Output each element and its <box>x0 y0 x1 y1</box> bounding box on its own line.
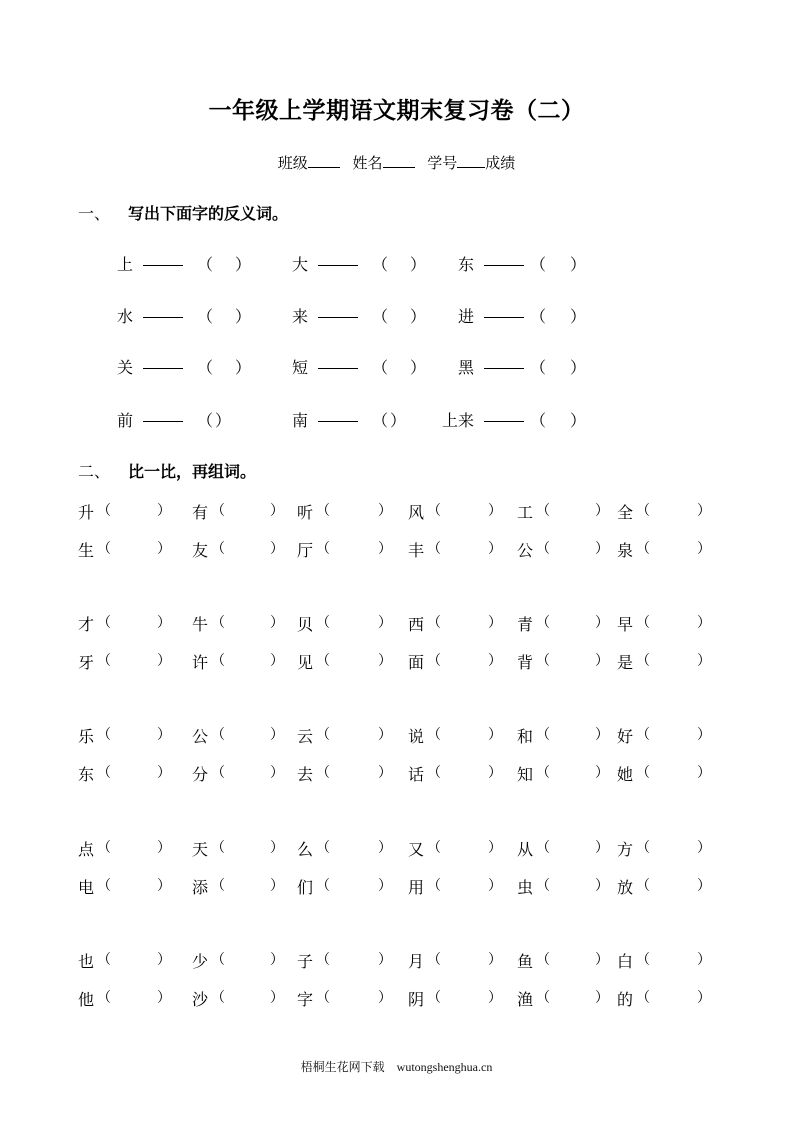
blank-close-paren: ） <box>595 615 609 631</box>
compare-char: 方 <box>617 840 634 859</box>
score-label: 成绩 <box>485 154 516 172</box>
blank-close-paren: ） <box>378 990 392 1006</box>
antonym-item <box>458 304 534 327</box>
id-label: 学号 <box>427 154 458 172</box>
antonym-char: 大 <box>292 255 309 274</box>
class-label: 班级 <box>277 154 308 172</box>
blank-open-paren: （ <box>97 765 111 781</box>
blank-close-paren: ） <box>595 840 609 856</box>
blank-close-paren: ） <box>270 541 284 557</box>
compare-char: 知 <box>517 765 534 784</box>
footer-url: wutongshenghua.cn <box>396 1060 493 1074</box>
blank-close-paren: ） <box>270 990 284 1006</box>
blank-close-paren: ） <box>378 952 392 968</box>
blank-open-paren: （ <box>536 727 550 743</box>
compare-char: 的 <box>617 990 634 1009</box>
compare-char: 又 <box>408 840 425 859</box>
student-info-line <box>0 152 793 173</box>
blank-close-paren: ） <box>270 503 284 519</box>
blank-open-paren: （ <box>636 840 650 856</box>
compare-char: 风 <box>408 503 425 522</box>
compare-char: 字 <box>297 990 314 1009</box>
compare-char: 公 <box>517 541 534 560</box>
antonym-char: 南 <box>292 411 309 430</box>
section1-title: 写出下面字的反义词。 <box>128 204 289 223</box>
answer-open-paren: （ <box>530 358 547 377</box>
blank-close-paren: ） <box>697 541 711 557</box>
compare-char: 乐 <box>78 727 95 746</box>
blank-open-paren: （ <box>97 653 111 669</box>
dash-line <box>484 317 524 318</box>
compare-char: 子 <box>297 952 314 971</box>
blank-close-paren: ） <box>595 653 609 669</box>
compare-char: 友 <box>192 541 209 560</box>
name-blank <box>383 153 415 168</box>
answer-close-paren: ） <box>235 358 252 377</box>
section1-heading <box>78 201 288 224</box>
antonym-item <box>117 304 193 327</box>
blank-open-paren: （ <box>636 653 650 669</box>
blank-open-paren: （ <box>636 878 650 894</box>
blank-open-paren: （ <box>211 503 225 519</box>
antonym-char: 进 <box>458 307 475 326</box>
blank-open-paren: （ <box>97 952 111 968</box>
section2-heading <box>78 459 256 482</box>
compare-char: 才 <box>78 615 95 634</box>
compare-char: 生 <box>78 541 95 560</box>
section2-number: 二、 <box>78 462 111 481</box>
compare-char: 点 <box>78 840 95 859</box>
blank-open-paren: （ <box>636 765 650 781</box>
blank-close-paren: ） <box>270 765 284 781</box>
blank-open-paren: （ <box>211 840 225 856</box>
answer-open-paren: （ <box>197 307 214 326</box>
id-blank <box>457 153 485 168</box>
compare-char: 从 <box>517 840 534 859</box>
page-title: 一年级上学期语文期末复习卷（二） <box>208 98 585 124</box>
blank-open-paren: （ <box>536 878 550 894</box>
blank-open-paren: （ <box>427 615 441 631</box>
compare-char: 许 <box>192 653 209 672</box>
compare-char: 鱼 <box>517 952 534 971</box>
blank-close-paren: ） <box>157 653 171 669</box>
antonym-char: 黑 <box>458 358 475 377</box>
blank-open-paren: （ <box>536 990 550 1006</box>
compare-char: 全 <box>617 503 634 522</box>
answer-close-paren: ） <box>410 358 427 377</box>
antonym-item <box>292 408 368 431</box>
compare-char: 渔 <box>517 990 534 1009</box>
blank-close-paren: ） <box>157 840 171 856</box>
blank-open-paren: （ <box>97 990 111 1006</box>
blank-close-paren: ） <box>157 878 171 894</box>
blank-open-paren: （ <box>211 990 225 1006</box>
blank-close-paren: ） <box>697 840 711 856</box>
compare-char: 好 <box>617 727 634 746</box>
blank-close-paren: ） <box>595 765 609 781</box>
compare-char: 话 <box>408 765 425 784</box>
blank-close-paren: ） <box>270 878 284 894</box>
answer-open-paren: （ <box>372 358 389 377</box>
dash-line <box>143 421 183 422</box>
answer-open-paren: （ <box>530 307 547 326</box>
blank-close-paren: ） <box>378 878 392 894</box>
blank-open-paren: （ <box>427 990 441 1006</box>
blank-open-paren: （ <box>316 503 330 519</box>
compare-char: 白 <box>617 952 634 971</box>
antonym-char: 关 <box>117 358 134 377</box>
compare-char: 丰 <box>408 541 425 560</box>
antonym-char: 东 <box>458 255 475 274</box>
blank-open-paren: （ <box>211 727 225 743</box>
antonym-item <box>117 252 193 275</box>
answer-close-paren: ） <box>570 307 587 326</box>
answer-open-paren: （ <box>197 411 214 430</box>
blank-open-paren: （ <box>211 765 225 781</box>
blank-close-paren: ） <box>488 952 502 968</box>
answer-close-paren: ） <box>235 307 252 326</box>
blank-close-paren: ） <box>488 615 502 631</box>
blank-close-paren: ） <box>378 653 392 669</box>
dash-line <box>318 421 358 422</box>
blank-open-paren: （ <box>316 653 330 669</box>
blank-open-paren: （ <box>316 840 330 856</box>
compare-char: 说 <box>408 727 425 746</box>
blank-close-paren: ） <box>697 952 711 968</box>
answer-open-paren: （ <box>197 358 214 377</box>
compare-char: 阴 <box>408 990 425 1009</box>
compare-char: 青 <box>517 615 534 634</box>
compare-char: 厅 <box>297 541 314 560</box>
blank-close-paren: ） <box>270 615 284 631</box>
blank-close-paren: ） <box>270 653 284 669</box>
compare-char: 面 <box>408 653 425 672</box>
blank-close-paren: ） <box>488 541 502 557</box>
compare-char: 沙 <box>192 990 209 1009</box>
blank-open-paren: （ <box>316 990 330 1006</box>
compare-char: 云 <box>297 727 314 746</box>
compare-char: 分 <box>192 765 209 784</box>
blank-close-paren: ） <box>157 541 171 557</box>
blank-open-paren: （ <box>536 615 550 631</box>
blank-open-paren: （ <box>316 541 330 557</box>
compare-char: 公 <box>192 727 209 746</box>
blank-open-paren: （ <box>316 615 330 631</box>
blank-open-paren: （ <box>536 653 550 669</box>
blank-close-paren: ） <box>595 503 609 519</box>
antonym-item <box>458 355 534 378</box>
blank-close-paren: ） <box>595 952 609 968</box>
answer-open-paren: （ <box>372 411 389 430</box>
blank-open-paren: （ <box>97 503 111 519</box>
blank-close-paren: ） <box>378 503 392 519</box>
blank-close-paren: ） <box>697 990 711 1006</box>
dash-line <box>318 317 358 318</box>
dash-line <box>484 421 524 422</box>
antonym-item <box>117 355 193 378</box>
compare-char: 月 <box>408 952 425 971</box>
antonym-item <box>458 252 534 275</box>
blank-open-paren: （ <box>536 541 550 557</box>
compare-char: 早 <box>617 615 634 634</box>
compare-char: 和 <box>517 727 534 746</box>
dash-line <box>318 265 358 266</box>
answer-close-paren: ） <box>410 255 427 274</box>
compare-char: 升 <box>78 503 95 522</box>
blank-close-paren: ） <box>697 727 711 743</box>
blank-open-paren: （ <box>97 878 111 894</box>
compare-char: 添 <box>192 878 209 897</box>
blank-open-paren: （ <box>427 503 441 519</box>
compare-char: 工 <box>517 503 534 522</box>
blank-close-paren: ） <box>488 727 502 743</box>
blank-close-paren: ） <box>378 765 392 781</box>
blank-open-paren: （ <box>97 615 111 631</box>
blank-close-paren: ） <box>157 727 171 743</box>
compare-char: 见 <box>297 653 314 672</box>
dash-line <box>318 368 358 369</box>
compare-char: 虫 <box>517 878 534 897</box>
antonym-char: 前 <box>117 411 134 430</box>
blank-open-paren: （ <box>316 952 330 968</box>
compare-char: 她 <box>617 765 634 784</box>
blank-open-paren: （ <box>636 990 650 1006</box>
blank-close-paren: ） <box>697 765 711 781</box>
blank-close-paren: ） <box>378 615 392 631</box>
antonym-char: 上来 <box>442 411 475 430</box>
blank-close-paren: ） <box>378 541 392 557</box>
antonym-item <box>292 355 368 378</box>
compare-char: 用 <box>408 878 425 897</box>
blank-close-paren: ） <box>697 503 711 519</box>
blank-open-paren: （ <box>211 615 225 631</box>
blank-open-paren: （ <box>636 727 650 743</box>
compare-char: 有 <box>192 503 209 522</box>
blank-close-paren: ） <box>157 765 171 781</box>
blank-open-paren: （ <box>536 765 550 781</box>
antonym-item <box>292 304 368 327</box>
answer-open-paren: （ <box>372 307 389 326</box>
compare-char: 天 <box>192 840 209 859</box>
blank-close-paren: ） <box>157 503 171 519</box>
blank-open-paren: （ <box>211 878 225 894</box>
blank-close-paren: ） <box>488 653 502 669</box>
antonym-char: 来 <box>292 307 309 326</box>
dash-line <box>143 317 183 318</box>
dash-line <box>484 368 524 369</box>
antonym-char: 短 <box>292 358 309 377</box>
compare-char: 他 <box>78 990 95 1009</box>
blank-close-paren: ） <box>157 952 171 968</box>
blank-open-paren: （ <box>427 952 441 968</box>
blank-open-paren: （ <box>316 727 330 743</box>
compare-char: 少 <box>192 952 209 971</box>
section2-title: 比一比，再组词。 <box>128 462 257 481</box>
answer-open-paren: （ <box>197 255 214 274</box>
blank-close-paren: ） <box>378 840 392 856</box>
blank-close-paren: ） <box>488 503 502 519</box>
compare-char: 们 <box>297 878 314 897</box>
antonym-char: 上 <box>117 255 134 274</box>
footer <box>0 1058 793 1075</box>
blank-close-paren: ） <box>595 878 609 894</box>
antonym-char: 水 <box>117 307 134 326</box>
blank-open-paren: （ <box>636 615 650 631</box>
blank-close-paren: ） <box>488 765 502 781</box>
blank-close-paren: ） <box>270 727 284 743</box>
answer-open-paren: （ <box>530 411 547 430</box>
dash-line <box>143 265 183 266</box>
answer-close-paren: ） <box>390 411 407 430</box>
dash-line <box>143 368 183 369</box>
blank-close-paren: ） <box>595 727 609 743</box>
blank-open-paren: （ <box>316 765 330 781</box>
footer-source: 梧桐生花网下载 <box>300 1060 385 1074</box>
blank-open-paren: （ <box>636 541 650 557</box>
answer-close-paren: ） <box>570 358 587 377</box>
compare-char: 西 <box>408 615 425 634</box>
answer-open-paren: （ <box>530 255 547 274</box>
blank-open-paren: （ <box>211 653 225 669</box>
compare-char: 电 <box>78 878 95 897</box>
blank-open-paren: （ <box>211 952 225 968</box>
blank-open-paren: （ <box>427 541 441 557</box>
answer-close-paren: ） <box>215 411 232 430</box>
class-blank <box>308 153 340 168</box>
name-label: 姓名 <box>352 154 383 172</box>
antonym-item <box>292 252 368 275</box>
compare-char: 牙 <box>78 653 95 672</box>
section1-number: 一、 <box>78 204 111 223</box>
blank-open-paren: （ <box>536 952 550 968</box>
blank-open-paren: （ <box>636 952 650 968</box>
blank-open-paren: （ <box>427 727 441 743</box>
blank-open-paren: （ <box>427 878 441 894</box>
dash-line <box>484 265 524 266</box>
compare-char: 牛 <box>192 615 209 634</box>
blank-open-paren: （ <box>211 541 225 557</box>
blank-close-paren: ） <box>697 878 711 894</box>
blank-close-paren: ） <box>697 653 711 669</box>
blank-open-paren: （ <box>97 840 111 856</box>
compare-char: 泉 <box>617 541 634 560</box>
blank-open-paren: （ <box>536 503 550 519</box>
blank-close-paren: ） <box>595 541 609 557</box>
blank-close-paren: ） <box>488 878 502 894</box>
blank-open-paren: （ <box>427 840 441 856</box>
blank-open-paren: （ <box>427 765 441 781</box>
blank-close-paren: ） <box>378 727 392 743</box>
blank-close-paren: ） <box>157 615 171 631</box>
antonym-item <box>117 408 193 431</box>
blank-close-paren: ） <box>488 990 502 1006</box>
blank-close-paren: ） <box>270 840 284 856</box>
compare-char: 么 <box>297 840 314 859</box>
compare-char: 听 <box>297 503 314 522</box>
blank-close-paren: ） <box>157 990 171 1006</box>
compare-char: 是 <box>617 653 634 672</box>
blank-close-paren: ） <box>697 615 711 631</box>
answer-close-paren: ） <box>410 307 427 326</box>
blank-close-paren: ） <box>270 952 284 968</box>
blank-close-paren: ） <box>488 840 502 856</box>
blank-open-paren: （ <box>97 541 111 557</box>
blank-close-paren: ） <box>595 990 609 1006</box>
answer-open-paren: （ <box>372 255 389 274</box>
blank-open-paren: （ <box>427 653 441 669</box>
blank-open-paren: （ <box>316 878 330 894</box>
compare-char: 背 <box>517 653 534 672</box>
antonym-item <box>442 408 534 431</box>
compare-char: 放 <box>617 878 634 897</box>
blank-open-paren: （ <box>536 840 550 856</box>
answer-close-paren: ） <box>570 411 587 430</box>
compare-char: 去 <box>297 765 314 784</box>
blank-open-paren: （ <box>636 503 650 519</box>
answer-close-paren: ） <box>235 255 252 274</box>
compare-char: 也 <box>78 952 95 971</box>
compare-char: 东 <box>78 765 95 784</box>
blank-open-paren: （ <box>97 727 111 743</box>
answer-close-paren: ） <box>570 255 587 274</box>
compare-char: 贝 <box>297 615 314 634</box>
